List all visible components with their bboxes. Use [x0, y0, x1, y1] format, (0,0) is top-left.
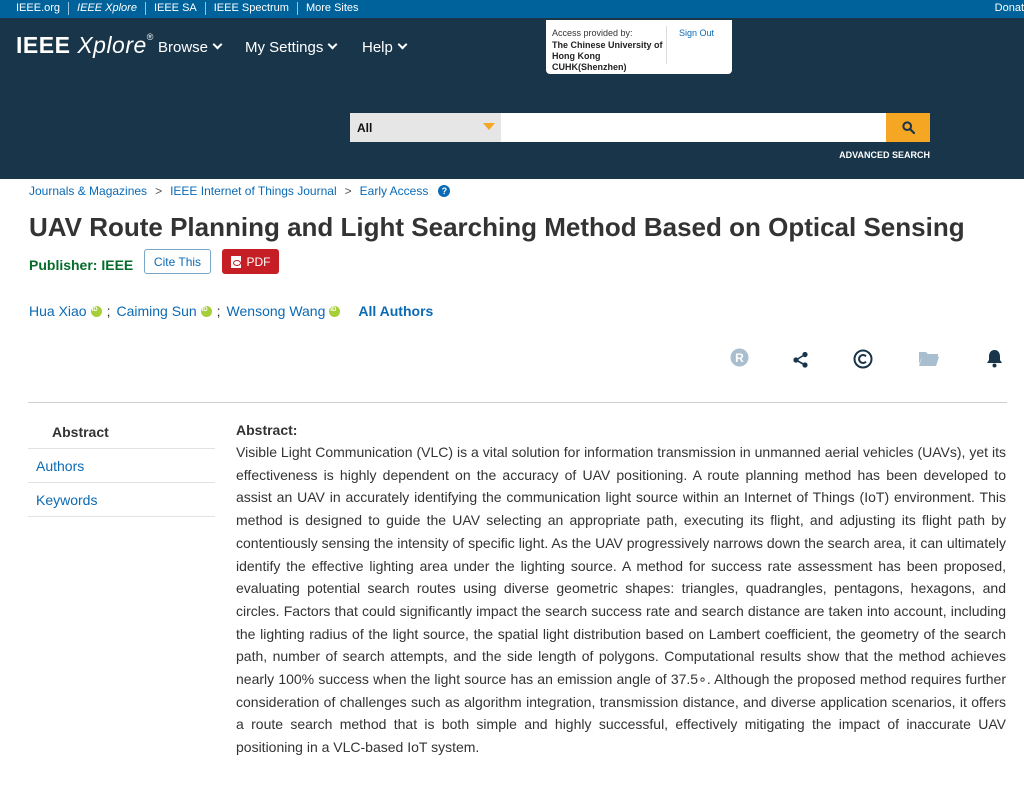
- page-title: UAV Route Planning and Light Searching Method Based on Optical Sensing: [29, 212, 965, 242]
- link-ieee-sa[interactable]: IEEE SA: [146, 2, 206, 15]
- chevron-down-icon: [213, 40, 223, 50]
- folder-icon[interactable]: [918, 350, 940, 372]
- bell-icon[interactable]: [986, 349, 1003, 373]
- rights-r-icon[interactable]: [730, 348, 749, 372]
- cite-this-button[interactable]: [144, 249, 211, 274]
- logo-italic: Xplore: [77, 32, 147, 58]
- donate-link[interactable]: Donat: [994, 2, 1024, 14]
- nav-help[interactable]: [362, 39, 406, 56]
- abstract-text: Visible Light Communication (VLC) is a vital solution for information transmission in unmanned aerial vehicles (UAVs), yet its effectiveness is highly dependent on the accuracy of UAV positioning. A route planning method has been developed to assist an UAV in accurately identifying the communication light source within an Internet of Things (IoT) environment. This method is designed to guide the UAV selecting an appropriate path, executing its flight, and adjusting its flight path by contentiously sensing the intensity of specific light. As the UAV progressively narrows down the search area, it can ultimately identify the effective lighting area under the lighting source. A method for success rate assessment has been proposed, evaluating potential search routes using diverse geometric shapes: triangles, quadrangles, pentagons, hexagons, and circles. Factors that could significantly impact the search success rate and search distance are taken into account, including the lighting radius of the light source, the spatial light distribution based on Lambert coefficient, the geometry of the search path, number of search attempts, and the side length of polygons. Computational results show that the method achieves nearly 100% success when the light source has an emission angle of 37.5∘. Although the proposed method requires further consideration of challenges such as algorithm integration, transmission distance, and diverse application scenarios, it offers a route search method that is both simple and highly successful, effectively mitigating the impact of inaccurate UAV positioning in a VLC-based IoT system.: [236, 444, 1006, 756]
- author-separator: ;: [106, 303, 111, 319]
- chevron-down-icon: [397, 40, 407, 50]
- author-link[interactable]: Wensong Wang: [226, 303, 326, 319]
- search-scope-value: All: [357, 121, 373, 135]
- author-link[interactable]: Hua Xiao: [29, 303, 87, 319]
- breadcrumb: [29, 184, 450, 198]
- pdf-icon: [231, 256, 241, 268]
- section-nav-authors-label: Authors: [36, 457, 85, 474]
- abstract-heading: Abstract:: [236, 422, 298, 438]
- all-authors-link[interactable]: All Authors: [358, 303, 434, 319]
- svg-text:R: R: [735, 351, 744, 365]
- link-more-sites[interactable]: More Sites: [305, 2, 359, 14]
- help-icon[interactable]: ?: [438, 185, 450, 197]
- nav-my-settings[interactable]: [245, 39, 336, 56]
- author-separator: ;: [216, 303, 221, 319]
- section-nav-abstract-label: Abstract: [52, 423, 109, 440]
- breadcrumb-journal[interactable]: IEEE Internet of Things Journal: [170, 184, 337, 198]
- access-label: Access provided by:: [552, 28, 633, 38]
- link-ieee-xplore[interactable]: IEEE Xplore: [69, 2, 146, 15]
- pdf-button[interactable]: [222, 249, 279, 274]
- nav-help-label: Help: [362, 39, 393, 56]
- publisher-name: IEEE: [101, 257, 134, 273]
- nav-my-settings-label: My Settings: [245, 39, 324, 56]
- orcid-icon[interactable]: [201, 306, 212, 317]
- orcid-icon[interactable]: [91, 306, 102, 317]
- chevron-down-icon: [328, 40, 338, 50]
- publisher: [29, 257, 133, 273]
- search-button[interactable]: [886, 113, 930, 142]
- copyright-icon[interactable]: [853, 349, 873, 374]
- breadcrumb-early-access[interactable]: Early Access: [359, 184, 429, 198]
- author-link[interactable]: Caiming Sun: [116, 303, 197, 319]
- section-nav-keywords-label: Keywords: [36, 491, 98, 508]
- ieee-xplore-logo[interactable]: [16, 32, 154, 59]
- caret-down-icon: [483, 123, 495, 130]
- cite-this-label: Cite This: [153, 254, 202, 269]
- search-input[interactable]: [501, 113, 886, 142]
- publisher-label: Publisher:: [29, 257, 98, 273]
- access-institution: The Chinese University of Hong Kong CUHK(Shenzhen): [552, 40, 663, 72]
- utility-links: [8, 2, 367, 15]
- search-icon: [902, 121, 915, 134]
- access-panel: [546, 20, 732, 74]
- breadcrumb-journals[interactable]: Journals & Magazines: [29, 184, 148, 198]
- logo-main: IEEE: [16, 32, 71, 58]
- section-divider: [28, 402, 1007, 403]
- search-bar: [350, 113, 930, 142]
- site-header: [0, 18, 1024, 179]
- nav-browse-label: Browse: [158, 39, 209, 56]
- access-divider: [666, 26, 667, 64]
- orcid-icon[interactable]: [329, 306, 340, 317]
- link-ieee-org[interactable]: IEEE.org: [8, 2, 69, 15]
- share-icon[interactable]: [792, 351, 809, 373]
- nav-browse[interactable]: [158, 39, 221, 56]
- section-nav-authors[interactable]: [28, 449, 215, 483]
- pdf-label: PDF: [246, 254, 271, 269]
- breadcrumb-separator: >: [344, 184, 352, 198]
- utility-bar: [0, 0, 1024, 18]
- author-list: [29, 303, 433, 319]
- link-ieee-spectrum[interactable]: IEEE Spectrum: [206, 2, 298, 15]
- advanced-search-link[interactable]: ADVANCED SEARCH: [839, 150, 930, 160]
- section-nav-abstract[interactable]: [28, 415, 215, 449]
- breadcrumb-separator: >: [155, 184, 163, 198]
- search-scope-select[interactable]: [350, 113, 501, 142]
- sign-out-link[interactable]: Sign Out: [679, 28, 715, 38]
- section-nav-keywords[interactable]: [28, 483, 215, 517]
- logo-mark: ®: [146, 32, 154, 42]
- document-sections-nav: [28, 415, 215, 517]
